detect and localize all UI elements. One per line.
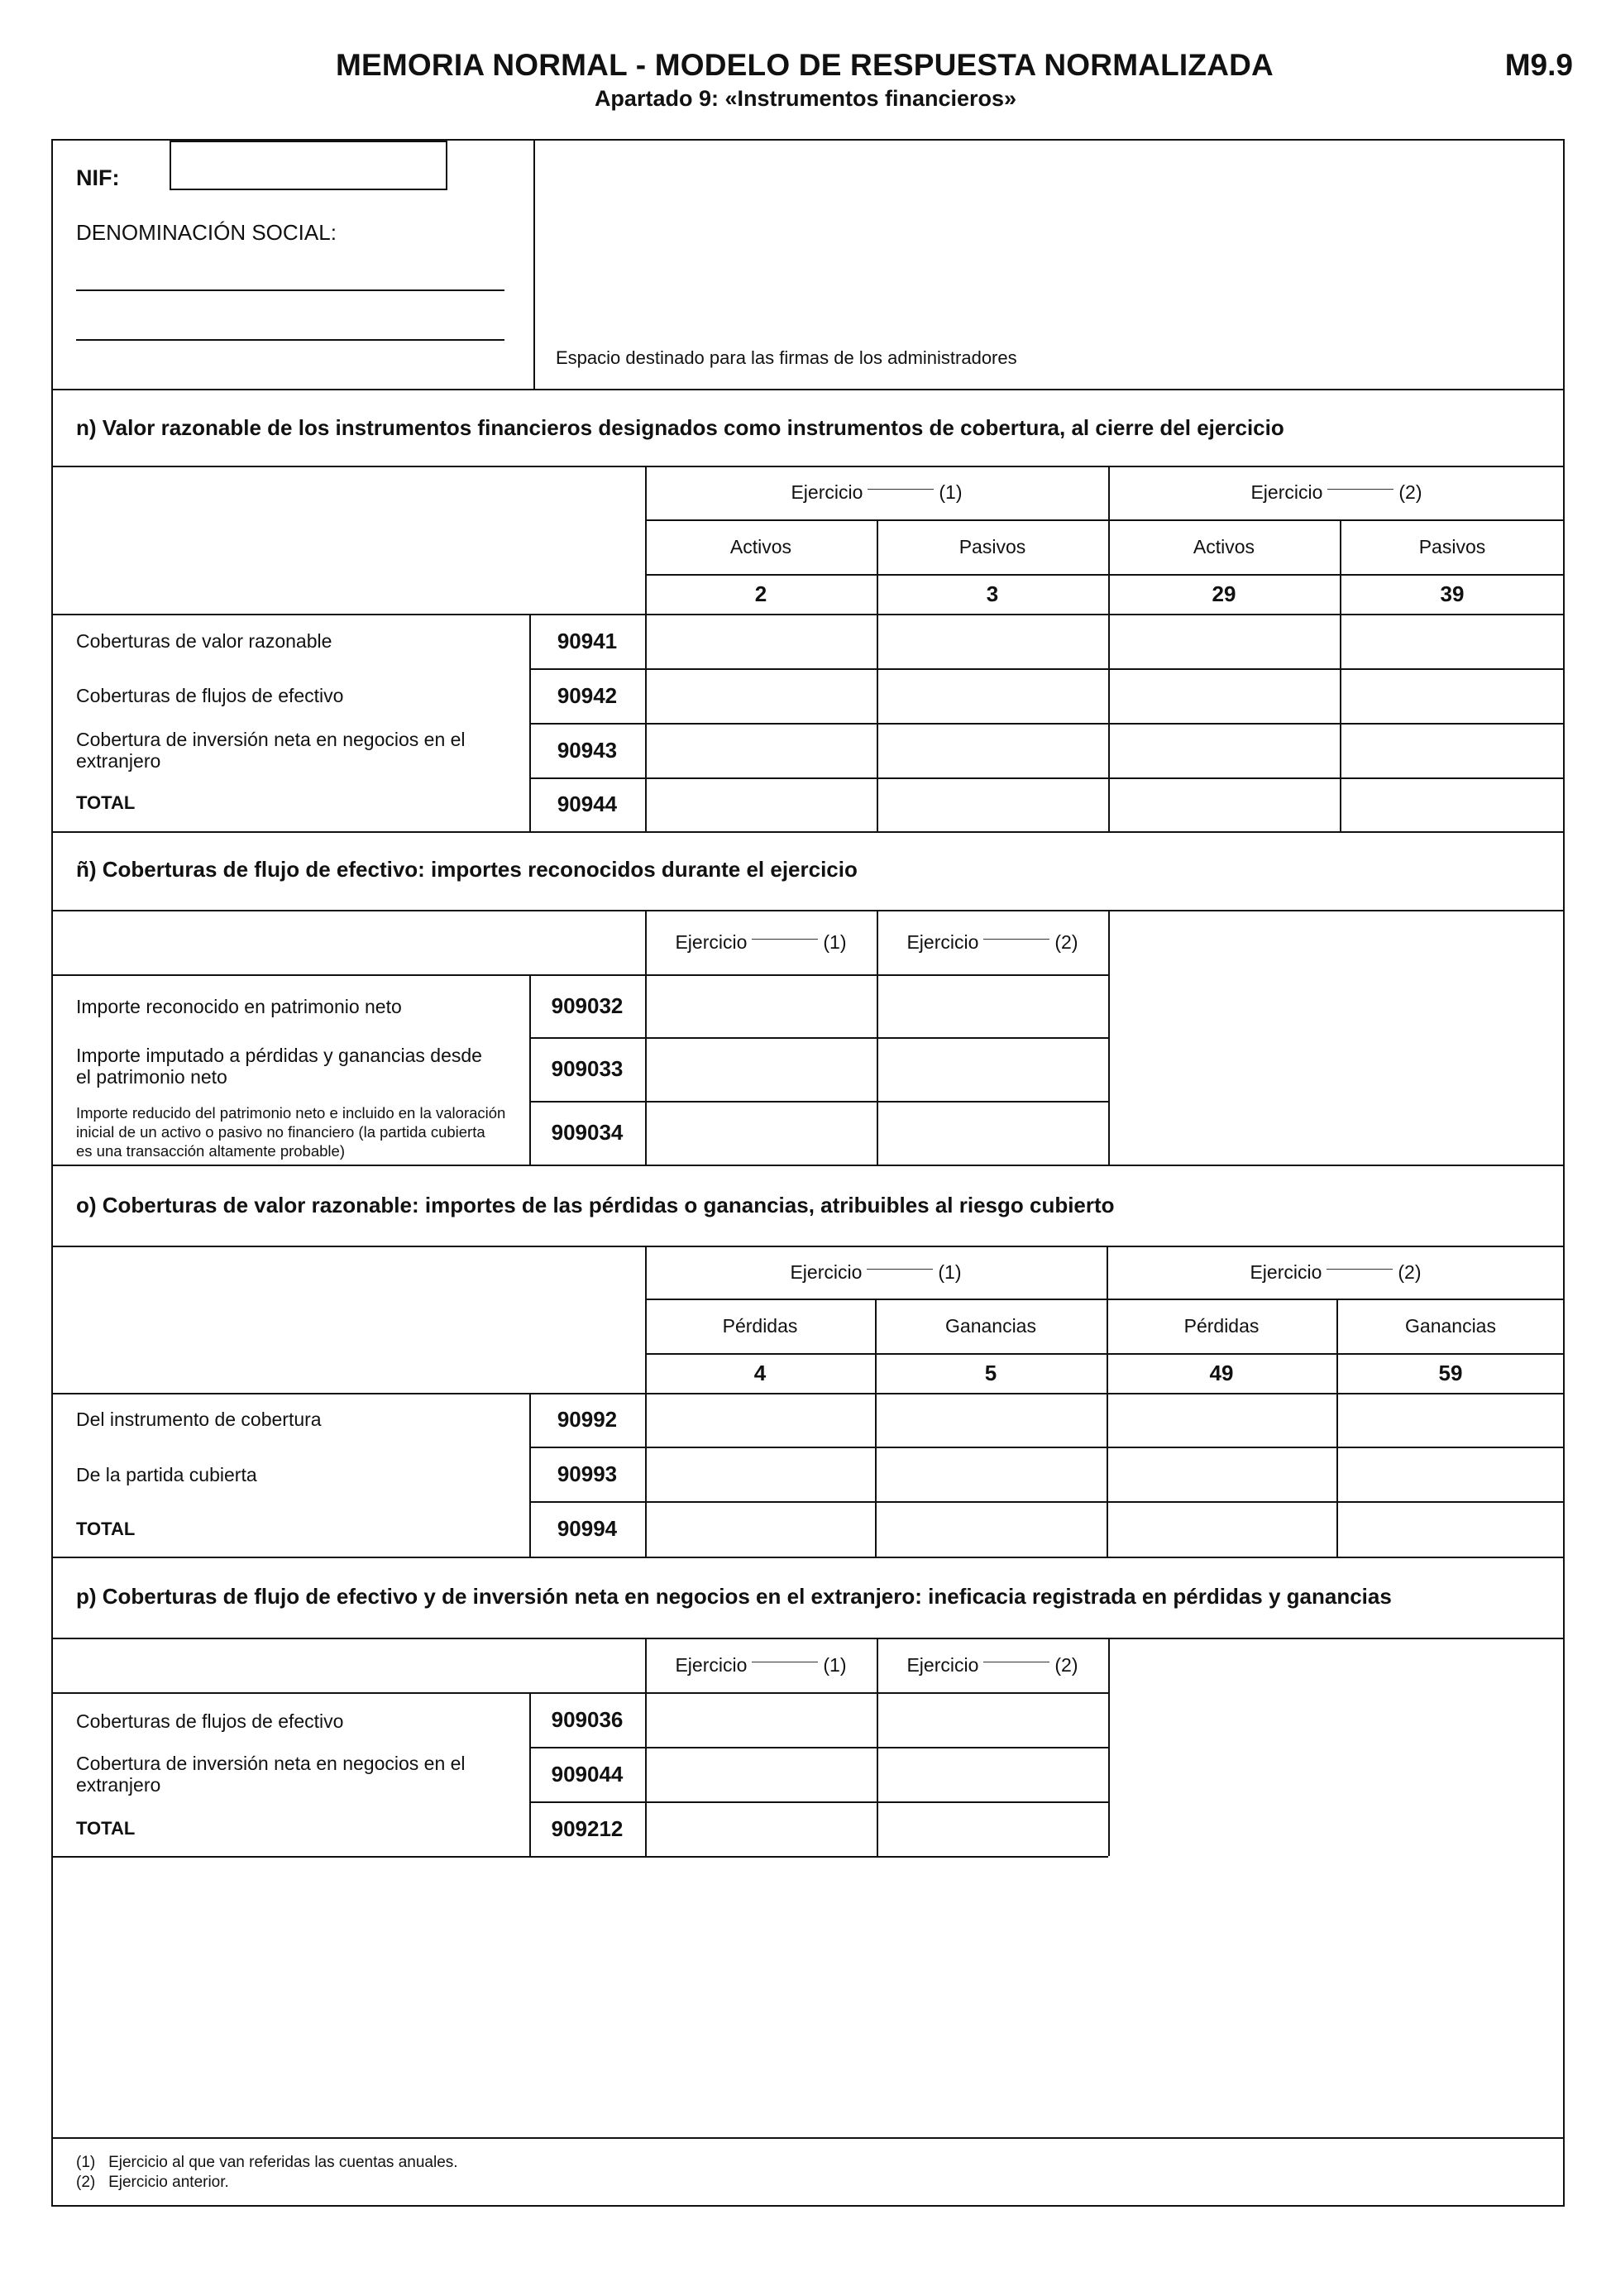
divider — [51, 1165, 1565, 1166]
enye-row-code: 909032 — [551, 993, 624, 1018]
label-line: es una transacción altamente probable) — [76, 1142, 345, 1160]
n-row-label: Coberturas de flujos de efectivo — [76, 685, 344, 706]
o-row-code: 90992 — [557, 1407, 618, 1432]
divider — [529, 723, 1565, 725]
footnote-number: (1) — [76, 2154, 96, 2171]
n-col-header-pasivos-2: Pasivos — [1418, 535, 1486, 557]
n-col-code: 3 — [986, 581, 999, 606]
id-divider — [533, 139, 535, 390]
n-ejercicio-2 — [1108, 466, 1565, 519]
label-line: inicial de un activo o pasivo no financiero (la partida cubierta — [76, 1123, 485, 1141]
ref-2: (2) — [1054, 1653, 1078, 1676]
denomination-line-1[interactable] — [76, 289, 504, 291]
ejercicio-label: Ejercicio — [790, 1260, 863, 1283]
divider — [51, 1393, 1565, 1394]
ejercicio-label: Ejercicio — [675, 930, 748, 953]
ref-2: (2) — [1054, 930, 1078, 953]
divider — [51, 831, 1565, 833]
footnote-text: Ejercicio al que van referidas las cuentas anuales. — [108, 2154, 458, 2171]
label-line: extranjero — [76, 750, 161, 772]
signature-note: Espacio destinado para las firmas de los administradores — [556, 347, 1017, 368]
label-line: extranjero — [76, 1774, 161, 1796]
label-line: el patrimonio neto — [76, 1066, 227, 1088]
label-line: Cobertura de inversión neta en negocios en el — [76, 1753, 466, 1774]
enye-ejercicio-2 — [877, 910, 1108, 974]
divider — [51, 1856, 1108, 1858]
label-line: Importe imputado a pérdidas y ganancias desde — [76, 1045, 482, 1066]
ejercicio-year-blank[interactable] — [983, 939, 1049, 940]
enye-ejercicio-1 — [645, 910, 877, 974]
ejercicio-year-blank[interactable] — [1327, 489, 1393, 490]
enye-row-code: 909033 — [551, 1056, 624, 1081]
n-row-code: 90944 — [557, 792, 618, 816]
n-row-code: 90942 — [557, 682, 618, 708]
footnote-1 — [76, 2154, 458, 2172]
o-ejercicio-1 — [645, 1246, 1107, 1299]
ref-1: (1) — [823, 1653, 847, 1676]
divider — [51, 1557, 1565, 1558]
divider — [529, 1501, 1565, 1503]
page-subtitle: Apartado 9: «Instrumentos financieros» — [594, 86, 1017, 111]
ref-2: (2) — [1398, 481, 1422, 503]
divider — [51, 614, 1565, 615]
section-o-title: o) Coberturas de valor razonable: importes de las pérdidas o ganancias, atribuibles al riesgo cubierto — [76, 1193, 1115, 1217]
enye-row-code: 909034 — [551, 1120, 624, 1145]
o-row-code: 90994 — [557, 1516, 618, 1541]
p-row-code: 909212 — [551, 1815, 624, 1841]
p-row-code: 909044 — [551, 1761, 624, 1787]
o-row-label-total: TOTAL — [76, 1519, 136, 1539]
ejercicio-year-blank[interactable] — [752, 939, 818, 940]
ejercicio-label: Ejercicio — [791, 481, 863, 503]
ejercicio-label: Ejercicio — [675, 1653, 748, 1676]
ref-1: (1) — [938, 1260, 962, 1283]
nif-label: NIF: — [76, 165, 120, 190]
footnote-text: Ejercicio anterior. — [108, 2174, 229, 2191]
p-row-label-total: TOTAL — [76, 1818, 136, 1839]
nif-input[interactable] — [170, 141, 447, 190]
ejercicio-year-blank[interactable] — [868, 489, 934, 490]
ref-1: (1) — [823, 930, 847, 953]
section-p-title: p) Coberturas de flujo de efectivo y de inversión neta en negocios en el extranjero: ineficacia registrada en pérdidas y ganancias — [76, 1584, 1392, 1609]
o-col-header-perdidas: Pérdidas — [722, 1314, 798, 1337]
divider — [1108, 910, 1110, 1165]
footnote-number: (2) — [76, 2174, 96, 2191]
o-col-header-ganancias-2: Ganancias — [1405, 1314, 1496, 1337]
p-row-label: Coberturas de flujos de efectivo — [76, 1710, 344, 1732]
label-line: Cobertura de inversión neta en negocios en el — [76, 729, 466, 750]
divider — [529, 777, 1565, 779]
o-row-label: Del instrumento de cobertura — [76, 1409, 322, 1430]
n-row-label — [76, 729, 466, 772]
ejercicio-label: Ejercicio — [1250, 481, 1323, 503]
p-row-code: 909036 — [551, 1706, 624, 1732]
o-col-code: 59 — [1438, 1360, 1463, 1385]
denomination-line-2[interactable] — [76, 339, 504, 341]
o-col-code: 49 — [1209, 1360, 1234, 1385]
o-ejercicio-2 — [1107, 1246, 1565, 1299]
o-col-code: 4 — [753, 1360, 767, 1385]
p-ejercicio-1 — [645, 1638, 877, 1692]
ejercicio-label: Ejercicio — [906, 930, 979, 953]
ref-1: (1) — [939, 481, 963, 503]
n-col-header-pasivos: Pasivos — [958, 535, 1026, 557]
n-row-code: 90941 — [557, 628, 618, 653]
n-col-header-activos-2: Activos — [1193, 535, 1255, 557]
o-row-code: 90993 — [557, 1461, 618, 1486]
ref-2: (2) — [1398, 1260, 1422, 1283]
ejercicio-year-blank[interactable] — [1327, 1269, 1393, 1270]
ejercicio-label: Ejercicio — [906, 1653, 979, 1676]
form-frame — [51, 139, 1565, 2207]
ejercicio-year-blank[interactable] — [867, 1269, 933, 1270]
n-row-label: Coberturas de valor razonable — [76, 630, 332, 652]
n-row-code: 90943 — [557, 737, 618, 763]
n-ejercicio-1 — [645, 466, 1108, 519]
enye-row-label: Importe reconocido en patrimonio neto — [76, 996, 402, 1017]
denomination-label: DENOMINACIÓN SOCIAL: — [76, 220, 337, 245]
divider — [529, 668, 1565, 670]
form-code: M9.9 — [1504, 48, 1573, 82]
ejercicio-label: Ejercicio — [1250, 1260, 1322, 1283]
section-n-title: n) Valor razonable de los instrumentos financieros designados como instrumentos de cobertura, al cierre del ejercicio — [76, 415, 1284, 440]
o-col-code: 5 — [984, 1360, 997, 1385]
divider — [51, 389, 1565, 390]
n-col-code: 39 — [1440, 581, 1465, 606]
enye-row-label — [76, 1045, 482, 1088]
o-row-label: De la partida cubierta — [76, 1464, 257, 1485]
divider — [51, 2137, 1565, 2139]
label-line: Importe reducido del patrimonio neto e incluido en la valoración — [76, 1104, 506, 1122]
p-ejercicio-2 — [877, 1638, 1108, 1692]
divider — [529, 1447, 1565, 1448]
n-col-header-activos: Activos — [729, 535, 792, 557]
o-col-header-ganancias: Ganancias — [945, 1314, 1036, 1337]
n-col-code: 29 — [1212, 581, 1236, 606]
page-title: MEMORIA NORMAL - MODELO DE RESPUESTA NORMALIZADA — [336, 48, 1274, 82]
p-row-label — [76, 1753, 466, 1796]
enye-row-label — [76, 1103, 505, 1160]
n-col-code: 2 — [754, 581, 767, 606]
footnote-2 — [76, 2174, 229, 2192]
o-col-header-perdidas-2: Pérdidas — [1183, 1314, 1260, 1337]
divider — [1108, 1638, 1110, 1856]
section-enye-title: ñ) Coberturas de flujo de efectivo: importes reconocidos durante el ejercicio — [76, 857, 858, 882]
n-row-label-total: TOTAL — [76, 792, 136, 813]
